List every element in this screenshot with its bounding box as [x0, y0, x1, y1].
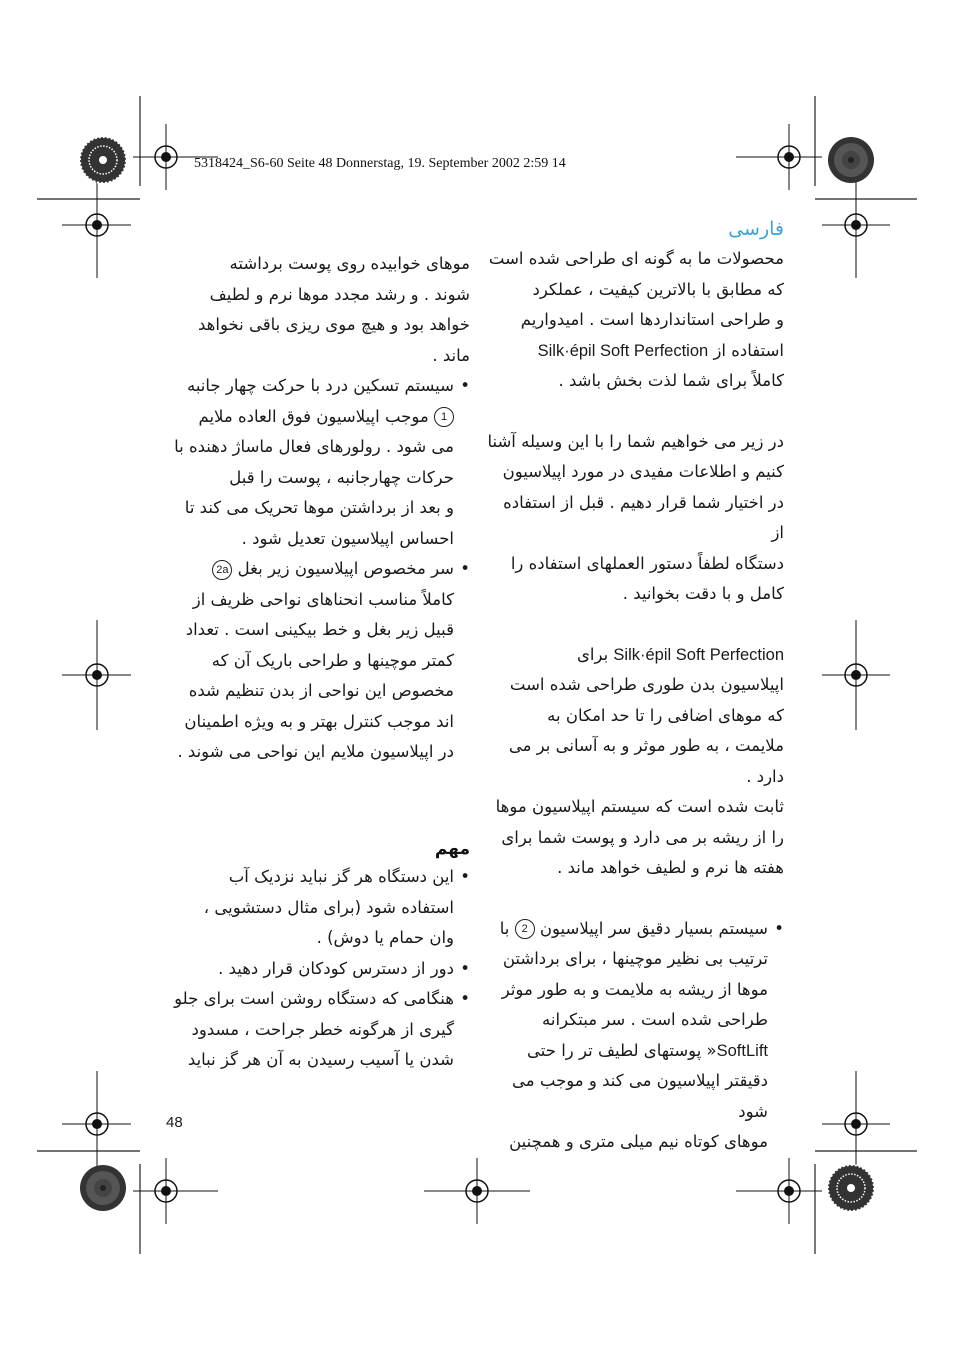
- text-span: « پوستهای لطیف تر را حتی: [527, 1040, 717, 1060]
- text-line: در زیر می خواهیم شما را با این وسیله آشنا: [487, 431, 784, 451]
- warning-bullet: [170, 954, 470, 985]
- registration-target-icon: [424, 1158, 530, 1224]
- text-line: اند موجب کنترل بهتر و به ویژه اطمینان: [184, 711, 454, 731]
- product-name: Silk·épil Soft Perfection: [537, 341, 709, 360]
- text-line: [486, 336, 784, 367]
- text-line: کاملاً مناسب انحناهای نواحی ظریف از: [192, 589, 454, 609]
- text-line: کامل و با دقت بخوانید .: [622, 584, 784, 603]
- text-line: • این دستگاه هر گز نباید نزدیک آب: [228, 867, 454, 886]
- text-span: با: [499, 918, 510, 938]
- figure-reference-badge: 2a: [212, 560, 232, 580]
- registration-target-icon: [822, 172, 890, 278]
- text-line: کنیم و اطلاعات مفیدی در مورد اپیلاسیون: [502, 462, 784, 481]
- text-line: کاملاً برای شما لذت بخش باشد .: [558, 371, 784, 390]
- text-line: [486, 640, 784, 671]
- registration-target-icon: [736, 124, 822, 190]
- text-line: موهای کوتاه نیم میلی متری و همچنین: [509, 1132, 768, 1151]
- text-line: موها از ریشه به ملایمت و به طور موثر: [501, 979, 768, 999]
- product-description-paragraph: [486, 640, 784, 884]
- registration-target-icon: [736, 1158, 822, 1224]
- text-line: • هنگامی که دستگاه روشن است برای جلو: [174, 989, 454, 1008]
- text-line: موهای خوابیده روی پوست برداشته: [229, 254, 470, 273]
- starburst-disc-icon: [80, 1165, 126, 1211]
- text-line: دستگاه لطفاً دستور العملهای استفاده را: [510, 553, 784, 573]
- warning-bullet-list: [170, 862, 470, 1076]
- text-line: و بعد از برداشتن موها تحریک می کند تا: [184, 498, 454, 517]
- text-span: استفاده از: [713, 340, 784, 360]
- registration-target-icon: [62, 1071, 131, 1178]
- feature-bullet-underarm-head: [170, 554, 470, 768]
- softlift-name: SoftLift: [716, 1041, 768, 1060]
- text-line: گیری از هرگونه خطر جراحت ، مسدود: [191, 1019, 454, 1039]
- starburst-disc-icon: [828, 137, 874, 183]
- text-line: دقیقتر اپیلاسیون می کند و موجب می شود: [512, 1071, 768, 1121]
- text-line: قبیل زیر بغل و خط بیکینی است . تعداد: [185, 620, 454, 639]
- text-line: را از ریشه بر می دارد و پوست شما برای: [501, 827, 784, 847]
- print-slug-line: 5318424_S6-60 Seite 48 Donnerstag, 19. September 2002 2:59 14: [194, 156, 566, 171]
- text-line: ترتیب بی نظیر موچینها ، برای برداشتن: [502, 949, 768, 968]
- text-line: کمتر موچینها و طراحی باریک آن که: [211, 650, 454, 670]
- product-name: Silk·épil Soft Perfection: [613, 645, 784, 664]
- text-line: خواهد بود و هیچ موی ریزی باقی نخواهد: [198, 315, 470, 334]
- feature-bullet-list: [170, 371, 470, 768]
- usage-intro-paragraph: [486, 427, 784, 610]
- text-line: • سیستم تسکین درد با حرکت چهار جانبه: [186, 376, 454, 395]
- feature-bullet-list: [486, 914, 784, 1158]
- registration-target-icon: [62, 172, 131, 278]
- continuation-paragraph: [170, 249, 470, 371]
- feature-bullet-epilation-head: [486, 914, 784, 1158]
- text-span: سیستم بسیار دقیق سر اپیلاسیون: [539, 918, 768, 938]
- starburst-disc-icon: [80, 137, 126, 183]
- text-line: که موهای اضافی را تا حد امکان به: [547, 705, 784, 725]
- text-line: که مطابق با بالاترین کیفیت ، عملکرد: [532, 279, 784, 299]
- important-heading: مهم: [434, 839, 470, 859]
- text-line: ملایمت ، به طور موثر و به آسانی بر می دارد .: [508, 736, 784, 786]
- text-line: وان حمام یا دوش) .: [316, 928, 454, 947]
- text-line: می شود . رولورهای فعال ماساژ دهنده با: [174, 437, 454, 456]
- text-line: مخصوص این نواحی از بدن تنظیم شده: [188, 681, 454, 700]
- important-section: [170, 836, 470, 1076]
- figure-reference-badge: 2: [515, 919, 535, 939]
- text-line: شدن یا آسیب رسیدن به آن هر گز نباید: [187, 1050, 454, 1069]
- registration-target-icon: [62, 620, 131, 730]
- text-line: [170, 554, 454, 585]
- text-line: هفته ها نرم و لطیف خواهد ماند .: [557, 858, 784, 877]
- text-span: سر مخصوص اپیلاسیون زیر بغل: [237, 559, 454, 578]
- text-span: برای: [576, 644, 609, 664]
- text-line: [170, 402, 454, 433]
- figure-reference-badge: 1: [434, 407, 454, 427]
- text-line: حرکات چهارجانبه ، پوست را قبل: [229, 467, 454, 487]
- text-line: محصولات ما به گونه ای طراحی شده است: [488, 249, 784, 268]
- warning-bullet: [170, 862, 470, 954]
- text-line: و طراحی استانداردها است . امیدواریم: [520, 310, 784, 329]
- text-line: در اپیلاسیون ملایم این نواحی می شوند .: [177, 742, 454, 761]
- text-line: استفاده شود (برای مثال دستشویی ،: [203, 897, 454, 917]
- page-number: 48: [166, 1114, 183, 1131]
- warning-bullet: [170, 984, 470, 1076]
- registration-target-icon: [822, 1071, 890, 1178]
- text-line: احساس اپیلاسیون تعدیل شود .: [241, 528, 454, 548]
- feature-bullet-pain-relief: [170, 371, 470, 554]
- starburst-disc-icon: [828, 1165, 874, 1211]
- registration-target-icon: [133, 1158, 218, 1224]
- right-column: [486, 214, 784, 1158]
- left-column: [170, 249, 470, 768]
- language-heading: فارسی: [728, 218, 784, 240]
- text-line: • دور از دسترس کودکان قرار دهید .: [218, 958, 454, 978]
- registration-target-icon: [822, 620, 890, 730]
- intro-paragraph: [486, 244, 784, 397]
- text-line: ماند .: [432, 345, 470, 365]
- text-line: اپیلاسیون بدن طوری طراحی شده است: [509, 675, 784, 694]
- text-line: در اختیار شما قرار دهیم . قبل از استفاده از: [503, 492, 784, 542]
- text-line: ثابت شده است که سیستم اپیلاسیون موها: [495, 797, 784, 816]
- text-span: موجب اپیلاسیون فوق العاده ملایم: [198, 406, 429, 426]
- text-line: طراحی شده است . سر مبتکرانه: [542, 1010, 768, 1029]
- text-line: [486, 1036, 768, 1067]
- text-line: شوند . و رشد مجدد موها نرم و لطیف: [209, 284, 470, 304]
- text-line: [486, 914, 768, 945]
